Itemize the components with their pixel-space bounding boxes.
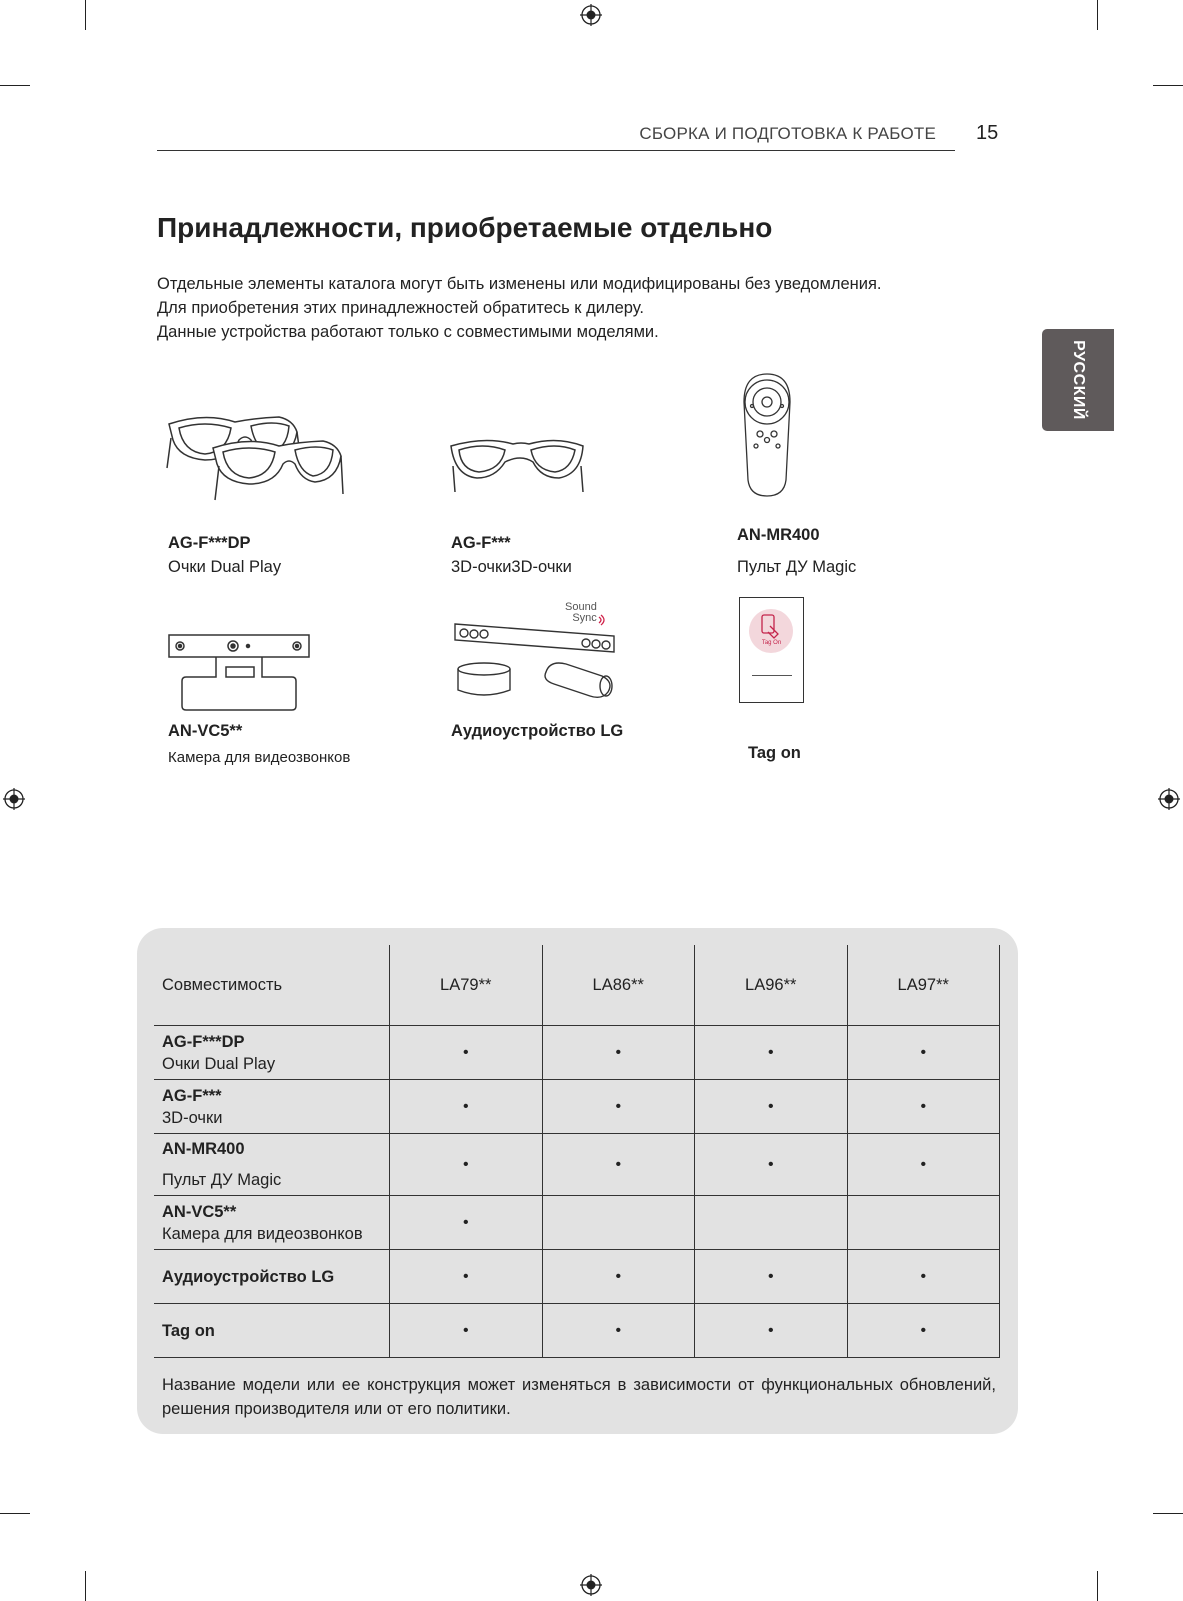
crop-mark xyxy=(0,85,30,86)
table-row xyxy=(154,1250,1000,1304)
compat-mark: • xyxy=(542,1026,695,1080)
row-description: 3D-очки xyxy=(162,1108,223,1127)
table-row xyxy=(154,1196,1000,1250)
phone-tap-icon xyxy=(760,614,782,640)
row-label xyxy=(154,1304,390,1358)
compat-mark: • xyxy=(542,1250,695,1304)
tag-on-sticker xyxy=(739,597,804,703)
row-label xyxy=(154,1250,390,1304)
row-description: Очки Dual Play xyxy=(162,1054,276,1073)
compat-mark: • xyxy=(542,1080,695,1134)
compatibility-header: Совместимость xyxy=(154,945,390,1026)
row-model: Аудиоустройство LG xyxy=(162,1267,335,1286)
sound-sync-label: Sync xyxy=(572,612,597,624)
registration-mark-icon xyxy=(580,1574,602,1596)
table-row xyxy=(154,1080,1000,1134)
compatibility-note: Название модели или ее конструкция может изменяться в зависимости от функциональных обновлений, решения производителя или от его политики. xyxy=(162,1376,996,1418)
compat-mark: • xyxy=(390,1304,543,1358)
crop-mark xyxy=(85,0,86,30)
accessory-description: Пульт ДУ Magic xyxy=(737,558,857,576)
language-tab-label: РУССКИЙ xyxy=(1070,340,1087,420)
compatibility-table xyxy=(154,945,1000,1358)
compat-mark: • xyxy=(695,1080,848,1134)
model-column-header: LA97** xyxy=(847,945,1000,1026)
compat-mark xyxy=(847,1196,1000,1250)
compat-mark: • xyxy=(847,1026,1000,1080)
dual-play-glasses-icon xyxy=(165,412,345,504)
accessory-model: AG-F***DP xyxy=(168,534,251,552)
sound-sync-label: Sound xyxy=(565,601,597,613)
crop-mark xyxy=(1153,85,1183,86)
header-divider xyxy=(157,150,955,151)
row-label xyxy=(154,1080,390,1134)
row-model: AN-VC5** xyxy=(162,1202,237,1221)
registration-mark-icon xyxy=(580,4,602,26)
compat-mark: • xyxy=(695,1026,848,1080)
registration-mark-icon xyxy=(3,788,25,810)
compat-mark: • xyxy=(390,1080,543,1134)
row-description: Камера для видеозвонков xyxy=(162,1224,363,1243)
crop-mark xyxy=(1097,1571,1098,1601)
intro-line: Данные устройства работают только с совместимыми моделями. xyxy=(157,323,659,341)
accessory-model: Tag on xyxy=(748,744,801,762)
3d-glasses-icon xyxy=(447,436,587,498)
compat-mark: • xyxy=(695,1134,848,1196)
compat-mark: • xyxy=(847,1304,1000,1358)
compat-mark: • xyxy=(847,1250,1000,1304)
row-label xyxy=(154,1026,390,1080)
table-row xyxy=(154,1134,1000,1196)
compat-mark xyxy=(542,1196,695,1250)
compat-mark: • xyxy=(390,1196,543,1250)
sound-sync-logo xyxy=(565,602,597,624)
intro-line: Отдельные элементы каталога могут быть изменены или модифицированы без уведомления. xyxy=(157,275,882,293)
accessory-model: AG-F*** xyxy=(451,534,511,552)
accessory-description: 3D-очки3D-очки xyxy=(451,558,572,576)
magic-remote-icon xyxy=(738,370,796,500)
compat-mark: • xyxy=(542,1304,695,1358)
row-model: AN-MR400 xyxy=(162,1140,245,1158)
compat-mark: • xyxy=(695,1304,848,1358)
table-header-row xyxy=(154,945,1000,1026)
row-label xyxy=(154,1134,390,1196)
sound-sync-wave-icon xyxy=(597,614,607,626)
table-row xyxy=(154,1304,1000,1358)
row-model: AG-F***DP xyxy=(162,1032,245,1051)
intro-text xyxy=(157,272,881,344)
crop-mark xyxy=(85,1571,86,1601)
compat-mark: • xyxy=(390,1250,543,1304)
compat-mark: • xyxy=(695,1250,848,1304)
tag-on-sticker-label: Tag On xyxy=(761,640,782,646)
section-header: СБОРКА И ПОДГОТОВКА К РАБОТЕ xyxy=(639,124,936,143)
compat-mark: • xyxy=(847,1080,1000,1134)
compat-mark xyxy=(695,1196,848,1250)
row-label xyxy=(154,1196,390,1250)
intro-line: Для приобретения этих принадлежностей обратитесь к дилеру. xyxy=(157,299,644,317)
language-tab xyxy=(1042,329,1114,431)
crop-mark xyxy=(1153,1513,1183,1514)
page-title: Принадлежности, приобретаемые отдельно xyxy=(157,212,773,243)
accessory-description: Камера для видеозвонков xyxy=(168,749,351,766)
crop-mark xyxy=(1097,0,1098,30)
row-description: Пульт ДУ Magic xyxy=(162,1171,282,1189)
compat-mark: • xyxy=(390,1134,543,1196)
accessory-model: AN-MR400 xyxy=(737,526,820,544)
compat-mark: • xyxy=(542,1134,695,1196)
accessory-description: Очки Dual Play xyxy=(168,558,282,576)
compat-mark: • xyxy=(390,1026,543,1080)
compat-mark: • xyxy=(847,1134,1000,1196)
page-number: 15 xyxy=(976,122,999,144)
model-column-header: LA86** xyxy=(542,945,695,1026)
row-model: Tag on xyxy=(162,1321,215,1340)
crop-mark xyxy=(0,1513,30,1514)
accessory-model: Аудиоустройство LG xyxy=(451,722,624,740)
registration-mark-icon xyxy=(1158,788,1180,810)
row-model: AG-F*** xyxy=(162,1086,222,1105)
table-row xyxy=(154,1026,1000,1080)
model-column-header: LA96** xyxy=(695,945,848,1026)
sticker-divider xyxy=(752,675,792,676)
video-camera-icon xyxy=(168,634,310,712)
accessory-model: AN-VC5** xyxy=(168,722,243,740)
model-column-header: LA79** xyxy=(390,945,543,1026)
